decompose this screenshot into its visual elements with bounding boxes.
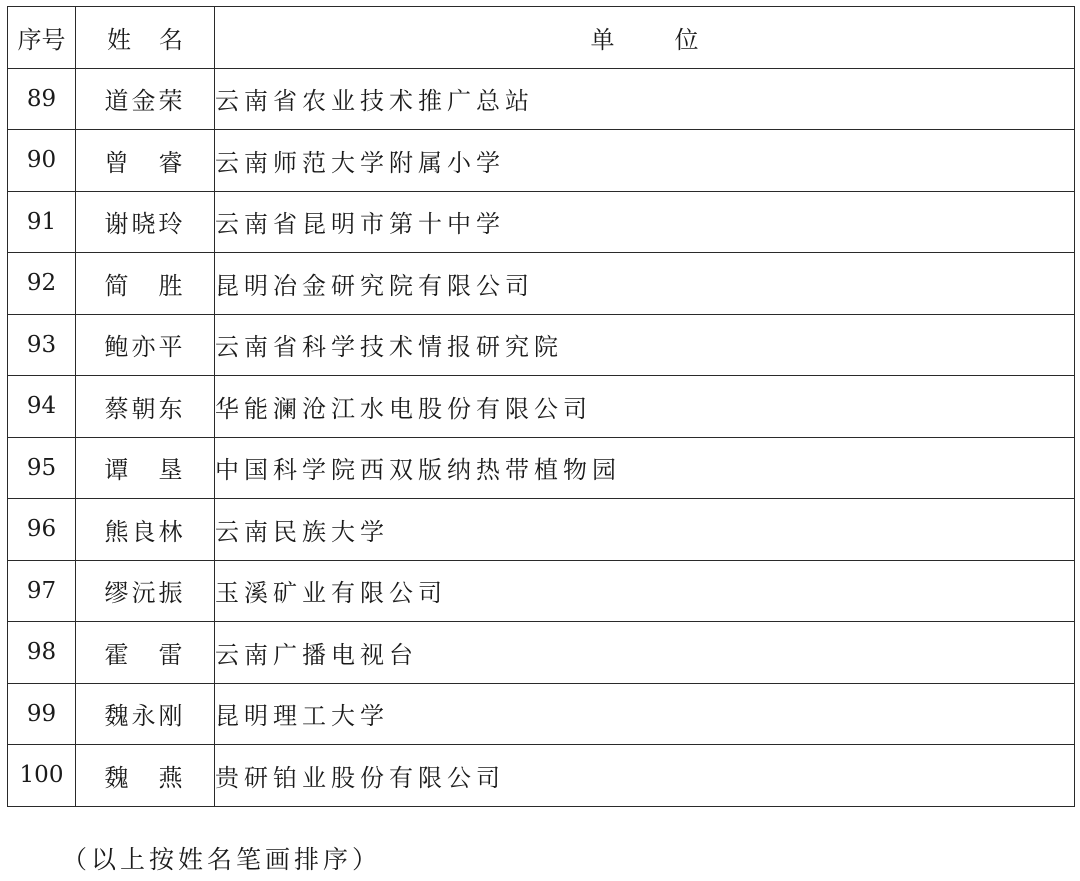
row-unit: 云南省科学技术情报研究院 bbox=[215, 314, 1075, 376]
row-number: 94 bbox=[8, 376, 76, 438]
row-name: 鲍亦平 bbox=[76, 314, 215, 376]
table-row bbox=[8, 683, 1075, 745]
row-name: 缪沅振 bbox=[76, 560, 215, 622]
header-no: 序号 bbox=[8, 7, 76, 69]
row-name: 道金荣 bbox=[76, 68, 215, 130]
table-row bbox=[8, 437, 1075, 499]
row-name: 蔡朝东 bbox=[76, 376, 215, 438]
row-unit: 昆明冶金研究院有限公司 bbox=[215, 253, 1075, 315]
table-row bbox=[8, 745, 1075, 807]
row-unit: 云南师范大学附属小学 bbox=[215, 130, 1075, 192]
table-row bbox=[8, 622, 1075, 684]
row-name: 谢晓玲 bbox=[76, 191, 215, 253]
roster-table bbox=[7, 6, 1075, 807]
table-row bbox=[8, 376, 1075, 438]
row-name: 简 胜 bbox=[76, 253, 215, 315]
row-number: 98 bbox=[8, 622, 76, 684]
row-name: 熊良林 bbox=[76, 499, 215, 561]
row-unit: 云南省农业技术推广总站 bbox=[215, 68, 1075, 130]
table-body bbox=[8, 68, 1075, 806]
row-name: 霍 雷 bbox=[76, 622, 215, 684]
row-unit: 玉溪矿业有限公司 bbox=[215, 560, 1075, 622]
table-row bbox=[8, 253, 1075, 315]
sort-note: （以上按姓名笔画排序） bbox=[62, 845, 382, 874]
row-unit: 云南民族大学 bbox=[215, 499, 1075, 561]
row-number: 92 bbox=[8, 253, 76, 315]
row-number: 99 bbox=[8, 683, 76, 745]
table-row bbox=[8, 499, 1075, 561]
row-number: 100 bbox=[8, 745, 76, 807]
row-name: 谭 垦 bbox=[76, 437, 215, 499]
row-name: 魏永刚 bbox=[76, 683, 215, 745]
table-row bbox=[8, 68, 1075, 130]
table-row bbox=[8, 191, 1075, 253]
row-number: 91 bbox=[8, 191, 76, 253]
header-name: 姓名 bbox=[76, 7, 215, 69]
row-unit: 云南广播电视台 bbox=[215, 622, 1075, 684]
row-number: 97 bbox=[8, 560, 76, 622]
table-row bbox=[8, 314, 1075, 376]
row-number: 89 bbox=[8, 68, 76, 130]
row-unit: 云南省昆明市第十中学 bbox=[215, 191, 1075, 253]
table-row bbox=[8, 560, 1075, 622]
row-name: 曾 睿 bbox=[76, 130, 215, 192]
row-unit: 中国科学院西双版纳热带植物园 bbox=[215, 437, 1075, 499]
row-unit: 昆明理工大学 bbox=[215, 683, 1075, 745]
row-number: 93 bbox=[8, 314, 76, 376]
row-name: 魏 燕 bbox=[76, 745, 215, 807]
row-unit: 贵研铂业股份有限公司 bbox=[215, 745, 1075, 807]
row-number: 96 bbox=[8, 499, 76, 561]
row-number: 95 bbox=[8, 437, 76, 499]
table-row bbox=[8, 130, 1075, 192]
row-number: 90 bbox=[8, 130, 76, 192]
table-header-row bbox=[8, 7, 1075, 69]
row-unit: 华能澜沧江水电股份有限公司 bbox=[215, 376, 1075, 438]
header-unit: 单位 bbox=[215, 7, 1075, 69]
